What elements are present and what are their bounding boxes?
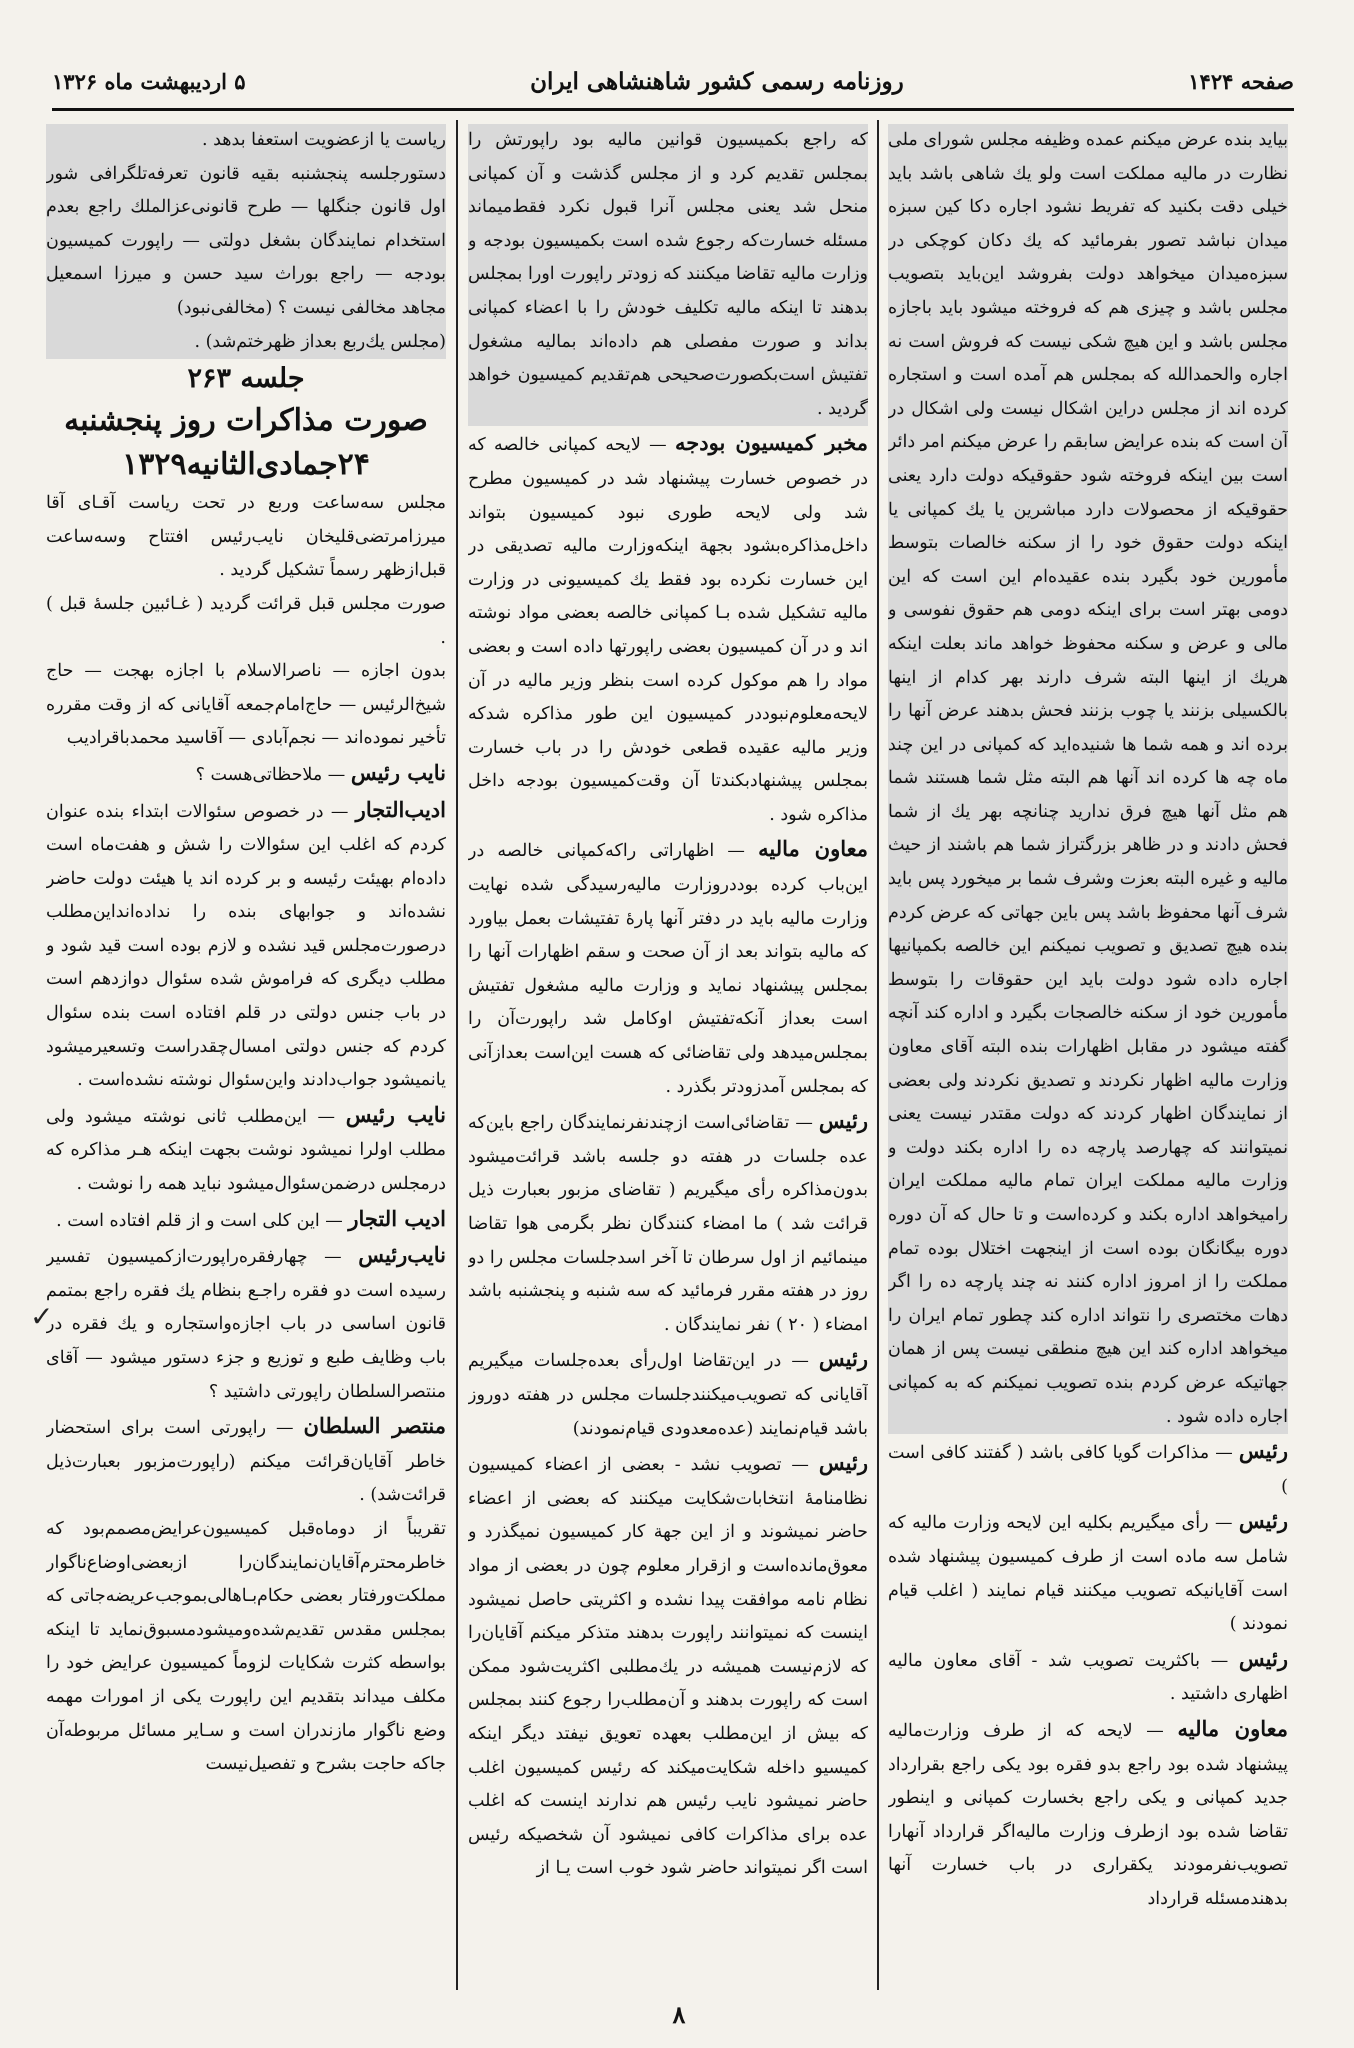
speech-paragraph [46, 793, 446, 1098]
column-divider-left [456, 120, 458, 1990]
speech-text: — در این‌تقاضا اول‌رأی بعده‌جلسات میگیریم آقایانی که تصویب‌میکنندجلسات مجلس در هفته دوروز باشد قیام‌نمایند (عده‌معدودی قیام‌نمودند) [468, 1351, 868, 1439]
shaded-paragraph: بیاید بنده عرض میکنم عمده وظیفه مجلس شورای ملی نظارت در مالیه مملکت است ولو یك شاهی باشد باید خیلی دقت بکنید که تفریط نشود اجاره دکا کین سبزه میدان نباشد تصور بفرمائید که یك دکان کوچکی در سبزه‌میدان میخواهد دولت بفروشد این‌باید بتصویب مجلس باشد و چیزی هم که فروخته میشود باید باجازه مجلس باشد و این هیچ شکی نیست که فروش است نه اجاره والحمدالله که بمجلس هم آمده است و استجاره کرده اند از مجلس دراین اشکال نیست ولی اشکال در آن است که بنده عرایض سابقم را عرض میکنم امر دائر است بین اینکه فروخته شود حقوقیکه دولت دارد یعنی حقوقیکه از محصولات دارد مباشرین یا یك کمپانی یا اینکه دولت حقوق خود را از سکنه خالصات بتوسط مأمورین خود بگیرد بنده عقیده‌ام این است که این دومی بهتر است برای اینکه دومی هم حقوق نفوسی و مالی و عرض و سکنه محفوظ خواهد ماند بعلت اینکه هریك از اینها البته شرف دارند بهر کدام از اینها بالکسیلی بزنند یا چوب بزنند فحش بدهند عرض آنها را برده اند و همه شما ها شنیده‌اید که کمپانی در این چند ماه چه ها کرده اند آنها هم البته مثل شما هستند شما هم مثل آنها هیچ فرق ندارید چنانچه بهر یك از شما فحش دادند و در ظاهر بزرگتراز شما هم باشند از حیث مالیه و غیره البته بعزت وشرف شما بر میخورد پس باید شرف آنها محفوظ باشد پس باین جهاتی که عرض کردم بنده هیچ تصدیق و تصویب نمیکنم این خالصه بکمپانیها اجاره داده شود دولت باید این حقوقات را بتوسط مأمورین خود از سکنه خالصجات بگیرد و اداره کند آنچه گفته میشود در مقابل اظهارات بنده البته آقای معاون وزارت مالیه اظهار نکردند و تصدیق نکردند ولی بعضی از نمایندگان اظهار کردند که دولت مقتدر نیست یعنی نمیتوانند که چهارصد پارچه ده را اداره بکند دولت و وزارت مالیه مملکت ایران تمام مالیه مملکت ایران رامیخواهد اداره بکند و کرده‌است و تا حال که آن دوره دوره بیگانگان بوده است از اینجهت اختلال بوده تمام مملکت را از امروز اداره کنند نه چند پارچه ده را اگر دهات مختصری را نتواند اداره کند چطور تمام ایران را میخواهد اداره کند این هیچ منطقی نیست پس از همان جهاتیکه عرض کردم بنده تصویب نمیکنم که به کمپانی اجاره داده شود . [888, 124, 1288, 1434]
session-date: ۲۴جمادی‌الثانیه۱۳۲۹ [122, 447, 370, 483]
speech-text: — ملاحظاتی‌هست ؟ [195, 764, 351, 785]
session-title: صورت مذاکرات روز پنجشنبه [64, 403, 428, 439]
speech-text: — مذاکرات گویا کافی باشد ( گفتند کافی است ) [888, 1443, 1288, 1497]
speech-paragraph [46, 756, 446, 793]
page-label: صفحه ۱۴۲۴ [1188, 68, 1294, 94]
speech-text: — این کلی است و از قلم افتاده است . [56, 1210, 349, 1231]
speaker-name: نایب‌رئیس [358, 1242, 446, 1268]
speech-paragraph [46, 1238, 446, 1409]
page-number: ۸ [672, 2000, 686, 2029]
speaker-name: رئیس [1238, 1508, 1288, 1534]
speaker-name: رئیس [818, 1450, 868, 1476]
speech-paragraph [468, 1446, 868, 1886]
page-header [52, 58, 1294, 104]
speech-text: — تصویب نشد - بعضی از اعضاء کمیسیون نظامنامهٔ انتخابات‌شکایت میکنند که بعضی از اعضاء حاضر نمیشوند و از این جهة کار کمیسیون نمیگذرد و معوق‌ما‌نده‌است و ازقرار معلوم چون در بعضی از مواد نظام نامه موافقت پیدا نشده و اکثریتی حاصل نمیشود اینست که نمیتوانند راپورت بدهند متذکر میکنم آقایان‌را که لازم‌نیست همیشه در یك‌مطلبی اکثریت‌شود ممکن است که راپورت بدهند و آن‌مطلب‌را رجوع کنند بمجلس که بیش از این‌مطلب بعهده تعویق نیفتد دیگر اینکه کمیسیو داخله شکایت‌میکند که رئیس کمیسیون اغلب حاضر نمیشود نایب رئیس هم ندارند اینست که اغلب عده برای مذاکرات کافی نمیشود آن شخصیکه رئیس است اگر نمیتواند حاضر شود خوب است یـا از [468, 1455, 868, 1879]
speech-paragraph [888, 1434, 1288, 1504]
speaker-name: رئیس [818, 1346, 868, 1372]
speaker-name: رئیس [1238, 1645, 1288, 1671]
speech-text: — این‌مطلب ثانی نوشته میشود ولی مطلب اولرا نمیشود نوشت بجهت اینکه هـر مذاکره که درمجلس درضمن‌سئوال‌میشود نباید همه را نوشت . [46, 1106, 446, 1195]
speaker-name: نایب رئیس [350, 759, 446, 785]
column-middle [468, 124, 868, 1994]
speech-paragraph [888, 1504, 1288, 1641]
speaker-name: منتصر السلطان [303, 1413, 446, 1439]
body-paragraph: بدون اجازه — ناصرالاسلام با اجازه بهجت — حاج شیخ‌الرئیس — حاج‌امام‌جمعه آقایانی که از وقت مقرره تأخیر نموده‌اند — نجم‌آبادی — آقاسید محمدباقرادیب [46, 661, 446, 749]
speaker-name: رئیس [1238, 1438, 1288, 1464]
speech-paragraph [46, 1202, 446, 1239]
speaker-name: معاون مالیه [758, 836, 868, 862]
body-paragraph: تقریباً از دوماه‌قبل کمیسیون‌عرایض‌مصمم‌بود که خاطر‌محترم‌آقایان‌نمایندگان‌را از‌بعضی‌اوضاع‌ناگوار مملکت‌ورفتار بعضی حکام‌بـاهالی‌بموجب‌عریضه‌جاتی که بمجلس مقدس تقدیم‌شده‌ومیشود‌مسبوق‌نماید تا اینکه بواسطه کثرت شکایات لزوماً کمیسیون عرایض خود را مکلف میداند بتقدیم این راپورت یکی از امورات مهمه وضع ناگوار مازندران است و سـایر مسائل مربوطه‌آن جاکه حاجت بشرح و تفصیل‌نیست [46, 1518, 446, 1775]
shaded-paragraph: ریاست یا ازعضویت استعفا بدهد . [46, 124, 446, 158]
speech-paragraph [468, 1104, 868, 1342]
speech-paragraph [888, 1642, 1288, 1712]
body-paragraph: صورت مجلس قبل قرائت گردید ( غـائبین جلسهٔ قبل ) . [46, 593, 446, 648]
speech-paragraph [468, 832, 868, 1104]
column-right [888, 124, 1288, 1994]
speech-text: — تقاضائی‌است از‌چند‌نفر‌نمایندگان راجع باین‌که عده جلسات در هفته دو جلسه باشد قرائت‌میشود بدون‌مذاکره رأی میگیریم ( تقاضای مزبور بعبارت ذیل قرائت شد ) ما امضاء کنندگان نظر بگرمی هوا تقاضا مینمائیم از اول سرطان تا آخر اسد‌جلسات مجلس را دو روز در هفته مقرر فرمائید که سه شنبه و پنجشنبه باشد امضاء ( ۲۰ ) نفر نمایندگان . [468, 1113, 868, 1335]
speech-text: — چهارفقره‌راپورت‌از‌کمیسیون تفسیر رسیده است دو فقره راجـع بنظام یك فقره راجع بمتمم قانون اساسی در باب اجازه‌واستجاره و یك فقره در باب وظایف طبع و توزیع و جزء دستور میشود — آقای منتصرالسلطان راپورتی داشتید ؟ [46, 1247, 446, 1402]
column-divider-right [877, 120, 879, 1990]
shaded-paragraph: (مجلس یك‌ربع بعداز ظهرختم‌شد) . [46, 326, 446, 360]
session-title-block [46, 359, 446, 487]
speech-text: — باکثریت تصویب شد - آقای معاون مالیه اظهاری داشتید . [888, 1650, 1288, 1705]
column-left [46, 124, 446, 1994]
speech-text: — اظهاراتی راکه‌کمپانی خالصه در این‌باب کرده بوددر‌وزارت مالیه‌رسیدگی شده نهایت وزارت مالیه باید در دفتر آنها پارهٔ تفتیشات بعمل بیاورد که مالیه بتواند بعد از آن صحت و سقم اظهارات آنها را بمجلس پیشنهاد نماید و وزارت مالیه مشغول تفتیش است بعداز آنکه‌تفتیش اوکامل شد راپورت‌آن را بمجلس‌میدهد ولی تقاضائی که هست این‌است بعداز‌آنی که بمجلس آمد‌زودتر بگذرد . [468, 841, 868, 1097]
header-rule [52, 108, 1294, 111]
newspaper-title: روزنامه رسمی کشور شاهنشاهی ایران [530, 67, 904, 95]
speech-text: — لایحه کمپانی خالصه که در خصوص خسارت پیشنهاد شد در کمیسیون مطرح شد ولی لایحه طوری نبود کمیسیون بتواند داخل‌مذاکره‌بشود بجهة اینکه‌وزارت مالیه تصدیقی در این خسارت نکرده بود فقط یك کمیسیونی در وزارت مالیه تشکیل شده بـا کمپانی خالصه بعضی مواد نوشته اند و در آن کمیسیون بعضی راپورتها داده است و بعضی مواد را هم موکول کرده است بنظر وزیر مالیه در آن لایحه‌معلوم‌نبود‌در کمیسیون این طور مذاکره شد‌که وزیر مالیه عقیده قطعی خودش را در باب خسارت بمجلس پیشنهاد‌بکند‌تا آن وقت‌کمیسیون بودجه داخل مذاکره شود . [468, 435, 868, 825]
speech-text: — رأی میگیریم بکلیه این لایحه وزارت مالیه که شامل سه ماده است از طرف کمیسیون پیشنهاد شده است آقایانیکه تصویب میکنند قیام نمایند ( اغلب قیام نمودند ) [888, 1513, 1288, 1635]
speech-paragraph [46, 1098, 446, 1202]
speech-text: — راپورتی است برای استحضار خاطر آقایان‌قرائت میکنم (راپورت‌مزبور بعبارت‌ذیل قرائت‌شد) . [46, 1418, 446, 1506]
speech-paragraph [468, 426, 868, 832]
speech-paragraph [46, 1409, 446, 1513]
body-paragraph: مجلس سه‌ساعت وربع در تحت ریاست آقـای آقا میرزامرتضی‌قلیخان نایب‌رئیس افتتاح وسه‌ساعت قبل‌ازظهر رسماً تشکیل گردید . [46, 493, 446, 581]
speech-paragraph [888, 1712, 1288, 1917]
speaker-name: رئیس [818, 1108, 868, 1134]
speaker-name: معاون مالیه [1177, 1715, 1288, 1741]
speaker-name: نایب رئیس [345, 1101, 446, 1127]
speaker-name: مخبر کمیسیون بودجه [675, 430, 868, 456]
speaker-name: ادیب التجار [348, 1205, 446, 1231]
speaker-name: ادیب‌التجار [355, 796, 446, 822]
shaded-paragraph: که راجع بکمیسیون قوانین مالیه بود راپورتش را بمجلس تقدیم کرد و از مجلس گذشت و آن کمپانی منحل شد یعنی مجلس آنرا قبول نکرد فقط‌میماند مسئله خسارت‌که رجوع شده است بکمیسیون بودجه و وزارت مالیه تقاضا میکنند که زودتر راپورت اورا بمجلس بدهند تا اینکه مالیه تکلیف خودش را با اعضاء کمپانی بداند و صورت مفصلی هم داده‌اند بمالیه مشغول تفتیش است‌بکصورت‌صحیحی هم‌تقدیم کمیسیون خواهد گردید . [468, 124, 868, 426]
shaded-paragraph: دستور‌جلسه پنجشنبه بقیه قانون تعرفه‌تلگرافی شور اول قانون جنگلها — طرح قانونی‌عزالملك راجع بعدم استخدام نمایندگان بشغل دولتی — راپورت کمیسیون بودجه — راجع بوراث سید حسن و میرزا اسمعیل مجاهد مخالفی نیست ؟ (مخالفی‌نبود) [46, 158, 446, 326]
speech-text: — در خصوص سئوالات ابتداء بنده عنوان کردم که اغلب این سئوالات را شش و هفت‌ماه است داده‌ام بهیئت رئیسه و بر کرده اند یا هیئت دولت حاضر نشده‌اند و جوابهای بنده را نداده‌اند‌این‌مطلب درصورت‌مجلس قید نشده و لازم بوده است قید شود و مطلب دیگری که فراموش شده سئوال دوازدهم است در باب جنس دولتی در قلم افتاده است بنده سئوال کردم که جنس دولتی امسال‌چقدر‌است وتسعیر‌میشود یانمیشود جواب‌دادند واین‌سئوال نوشته نشده‌است . [46, 801, 446, 1091]
session-number: جلسه ۲۶۳ [187, 363, 305, 395]
margin-mark: ✓ [30, 1300, 54, 1333]
speech-text: — لایحه که از طرف وزارت‌مالیه پیشنهاد شده بود راجع بدو فقره بود یکی راجع بقرارداد جدید کمپانی و یکی راجع بخسارت کمپانی و اینطور تقاضا شده بود ازطرف وزارت مالیه‌اگر قرارداد آنهارا تصویب‌نفرمودند یکقراری در باب خسارت آنها بدهند‌مسئله قرارداد [888, 1720, 1288, 1909]
speech-paragraph [468, 1342, 868, 1446]
issue-date: ۵ اردیبهشت ماه ۱۳۲۶ [52, 68, 246, 94]
